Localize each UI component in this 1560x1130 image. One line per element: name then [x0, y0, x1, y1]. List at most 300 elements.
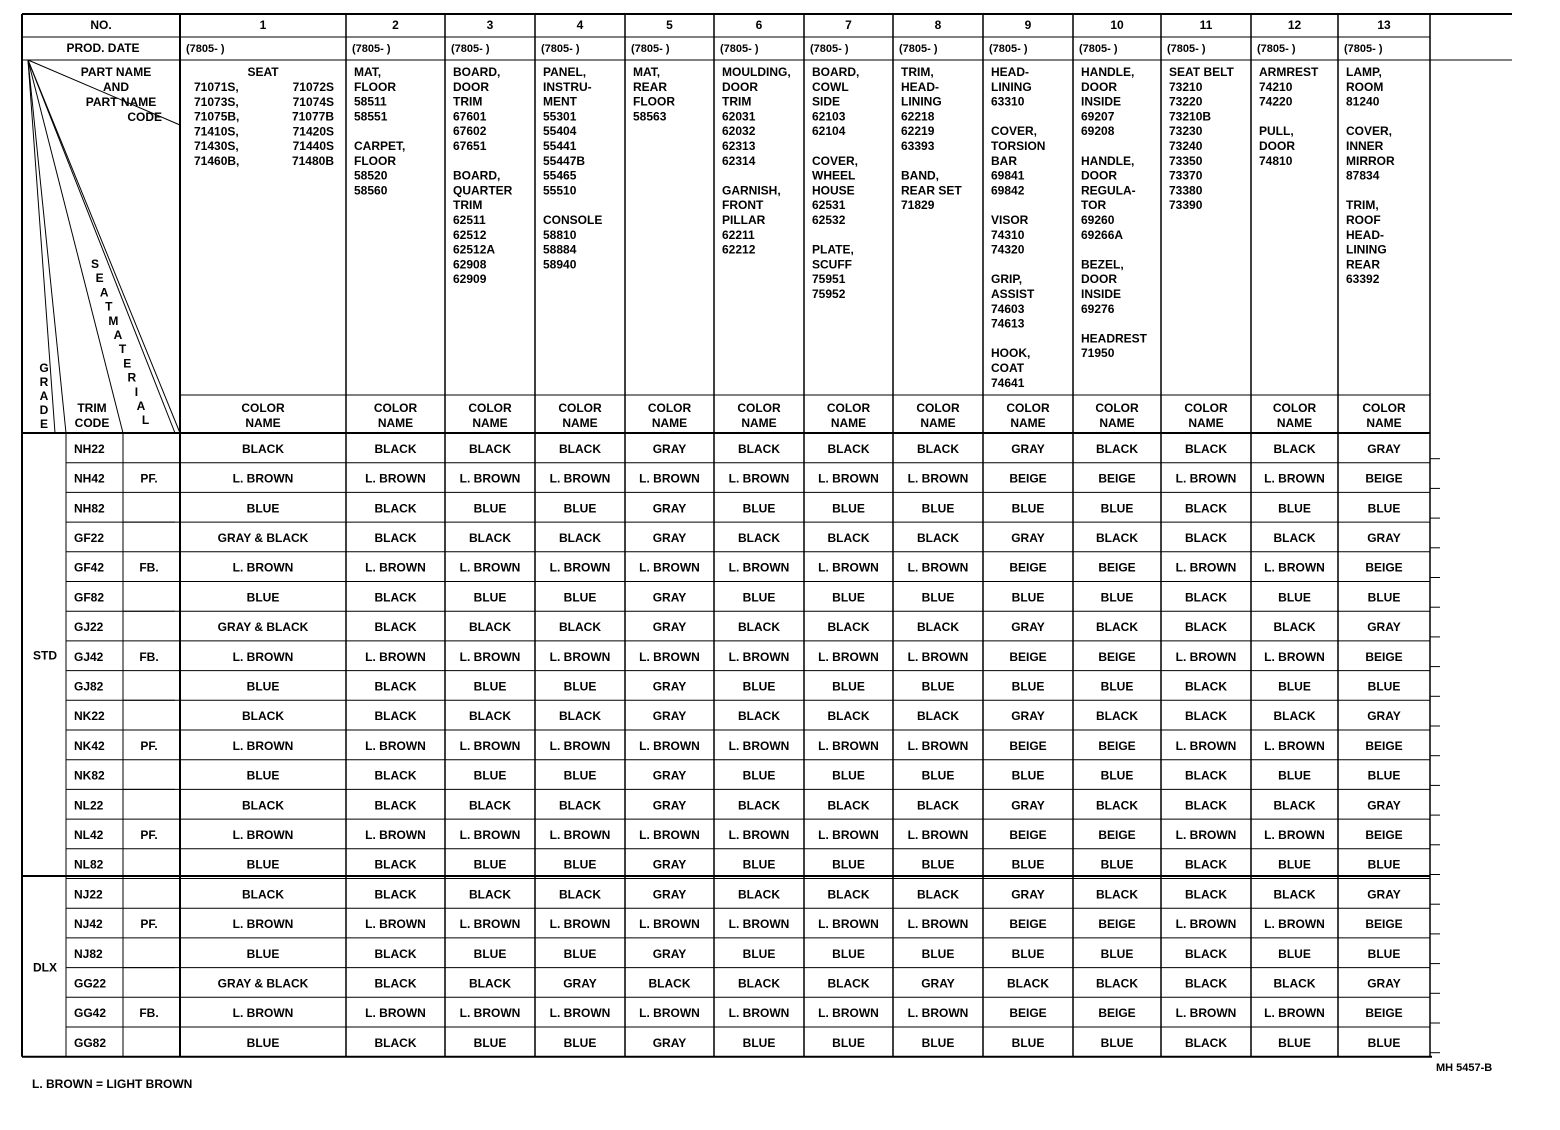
color-cell: L. BROWN [232, 917, 294, 932]
color-cell: BLUE [246, 857, 280, 872]
color-cell: BLACK [648, 976, 691, 991]
color-cell: L. BROWN [1175, 560, 1237, 575]
seat-material: PF. [140, 738, 158, 753]
grade-dlx: DLX [33, 960, 57, 975]
color-cell: L. BROWN [1264, 827, 1325, 842]
color-cell: L. BROWN [639, 738, 700, 753]
color-label: COLOR [558, 401, 602, 415]
color-cell: BLACK [738, 441, 780, 456]
color-label: COLOR [1362, 401, 1406, 415]
color-label: NAME [830, 416, 867, 430]
part-name: BOARD, [453, 168, 501, 183]
color-cell: GRAY [652, 590, 687, 605]
grade-std: STD [33, 648, 57, 663]
part-name: 62313 [722, 139, 756, 153]
trim-code: NH82 [74, 501, 105, 516]
color-cell: BLACK [738, 887, 780, 902]
color-cell: GRAY [1367, 798, 1401, 813]
color-cell: L. BROWN [459, 649, 521, 664]
part-name: 69266A [1081, 227, 1124, 242]
part-name: 73350 [1169, 153, 1203, 168]
color-cell: BLACK [374, 590, 417, 605]
part-name: 74220 [1259, 94, 1293, 109]
column-number: 2 [392, 18, 399, 32]
part-code: 71440S [292, 139, 334, 154]
part-name: LAMP, [1346, 65, 1382, 79]
color-cell: BLACK [738, 798, 780, 813]
color-cell: BLACK [374, 501, 417, 516]
part-name: 58520 [354, 168, 388, 183]
color-cell: BLUE [921, 857, 955, 872]
seat-material-letter: A [136, 399, 146, 413]
color-cell: BLUE [246, 501, 280, 516]
grade-letter: A [39, 389, 49, 403]
color-cell: BLACK [1096, 620, 1138, 635]
part-name: 58551 [354, 109, 388, 124]
seat-material-letter: R [127, 370, 137, 385]
color-cell: BLUE [1100, 590, 1134, 605]
color-cell: BLACK [242, 441, 284, 456]
part-name: 55465 [543, 168, 577, 183]
color-cell: BLACK [1185, 946, 1227, 961]
color-cell: BLUE [1367, 1035, 1401, 1050]
part-name: DOOR [1259, 139, 1295, 153]
color-label: NAME [377, 416, 414, 430]
part-name: BAR [991, 153, 1017, 168]
color-cell: L. BROWN [365, 827, 426, 842]
trim-code: NK22 [74, 709, 105, 724]
color-cell: BLUE [1011, 501, 1045, 516]
color-cell: L. BROWN [639, 649, 700, 664]
part-code: 71072S [292, 80, 334, 94]
seat-material: FB. [139, 560, 159, 575]
color-cell: GRAY [652, 709, 687, 724]
color-cell: BLUE [1011, 768, 1045, 783]
color-cell: BLACK [1185, 1035, 1227, 1050]
prod-date: (7805- ) [1079, 43, 1118, 55]
part-name: 58511 [354, 94, 387, 109]
color-cell: BLUE [742, 857, 776, 872]
color-cell: BEIGE [1098, 738, 1136, 753]
part-name: 75952 [812, 287, 846, 301]
part-code: 71410S, [194, 124, 239, 139]
color-cell: BLUE [1278, 679, 1311, 694]
prod-date: (7805- ) [720, 43, 759, 55]
color-cell: L. BROWN [365, 471, 426, 486]
color-cell: GRAY [652, 798, 687, 813]
color-cell: BLACK [1096, 798, 1138, 813]
color-cell: BEIGE [1365, 827, 1403, 842]
color-cell: BLACK [374, 976, 417, 991]
part-name: WHEEL [812, 168, 856, 183]
color-cell: BLUE [921, 768, 955, 783]
seat-material-letter: L [141, 413, 150, 428]
seat-material: PF. [140, 917, 158, 932]
column-number: 12 [1287, 18, 1302, 32]
color-cell: BLACK [917, 530, 959, 545]
part-name: LINING [901, 94, 942, 109]
trim-code: NH42 [74, 471, 105, 486]
seat-material-letter: S [90, 257, 100, 271]
part-name-label: CODE [127, 110, 162, 124]
color-cell: L. BROWN [728, 917, 790, 932]
color-cell: L. BROWN [549, 738, 611, 753]
color-cell: BLUE [246, 946, 280, 961]
color-cell: L. BROWN [728, 560, 790, 575]
color-cell: BLACK [917, 441, 959, 456]
color-cell: BLACK [1273, 620, 1316, 635]
part-name: GARNISH, [722, 183, 781, 198]
color-cell: BLACK [738, 530, 780, 545]
color-cell: GRAY [1011, 887, 1045, 902]
color-cell: GRAY [1367, 441, 1401, 456]
color-cell: L. BROWN [1175, 738, 1237, 753]
color-cell: BLUE [563, 768, 597, 783]
color-cell: GRAY [1367, 887, 1401, 902]
color-cell: BLACK [559, 709, 601, 724]
trim-code: GF42 [74, 560, 105, 575]
color-cell: BLACK [1185, 501, 1227, 516]
color-cell: L. BROWN [365, 560, 426, 575]
column-number: 5 [666, 18, 673, 32]
color-cell: BLUE [563, 946, 597, 961]
color-cell: L. BROWN [639, 917, 700, 932]
color-cell: L. BROWN [907, 471, 969, 486]
color-cell: BEIGE [1009, 1006, 1047, 1021]
color-cell: BLACK [1273, 976, 1316, 991]
no-label: NO. [90, 18, 112, 32]
color-label: NAME [245, 416, 281, 430]
color-cell: BLUE [1011, 590, 1045, 605]
part-name: 55441 [543, 139, 577, 153]
color-cell: BLACK [827, 709, 870, 724]
color-label: NAME [1099, 416, 1135, 430]
color-cell: BLUE [1011, 679, 1045, 694]
color-cell: BEIGE [1365, 471, 1403, 486]
part-name: 74810 [1259, 153, 1293, 168]
color-cell: L. BROWN [549, 471, 611, 486]
color-cell: BLACK [469, 441, 511, 456]
color-cell: BLUE [246, 768, 280, 783]
color-cell: BLUE [563, 857, 597, 872]
color-cell: BLACK [469, 887, 511, 902]
color-cell: BLUE [1278, 946, 1311, 961]
part-name: HANDLE, [1081, 153, 1135, 168]
part-name: BEZEL, [1081, 257, 1124, 272]
color-cell: GRAY [652, 1035, 687, 1050]
color-label: NAME [651, 416, 688, 430]
color-cell: BEIGE [1365, 738, 1403, 753]
color-cell: L. BROWN [549, 1006, 611, 1021]
part-name: 73240 [1169, 139, 1203, 153]
part-name: 87834 [1346, 168, 1380, 183]
prod-date: (7805- ) [451, 43, 490, 55]
part-name: TOR [1081, 198, 1107, 213]
part-name: REAR [633, 79, 668, 94]
part-code: 71071S, [194, 80, 239, 94]
color-cell: GRAY & BLACK [217, 620, 309, 635]
color-cell: BLACK [469, 709, 511, 724]
color-cell: L. BROWN [459, 1006, 521, 1021]
color-cell: BLACK [374, 946, 417, 961]
color-cell: BLUE [1278, 590, 1311, 605]
color-cell: GRAY [1367, 709, 1401, 724]
seat-material: FB. [139, 649, 159, 664]
part-name: TRIM [453, 94, 483, 109]
part-name: INNER [1346, 139, 1384, 153]
part-name: 71950 [1081, 346, 1115, 361]
color-cell: BLACK [559, 887, 601, 902]
part-name: 69842 [991, 183, 1025, 198]
color-cell: BLUE [921, 1035, 955, 1050]
column-number: 7 [845, 18, 852, 32]
color-cell: GRAY [652, 530, 687, 545]
part-name: 58884 [543, 242, 577, 257]
trim-code: NL42 [74, 827, 104, 842]
part-name: HEAD- [991, 65, 1029, 79]
color-cell: BLACK [1007, 976, 1049, 991]
color-label: NAME [562, 416, 598, 430]
color-cell: L. BROWN [818, 649, 879, 664]
color-cell: GRAY [652, 501, 687, 516]
part-name: MENT [543, 94, 577, 109]
part-name: INSTRU- [543, 79, 592, 94]
part-name: 55447B [543, 153, 586, 168]
column-number: 1 [259, 18, 267, 32]
part-name: 73390 [1169, 198, 1203, 213]
color-cell: L. BROWN [639, 827, 700, 842]
part-name: 71829 [901, 198, 935, 213]
color-cell: BLACK [1185, 976, 1227, 991]
seat-material: PF. [140, 471, 158, 486]
color-cell: BLACK [1185, 530, 1227, 545]
color-cell: BLACK [917, 709, 959, 724]
part-name: INSIDE [1081, 287, 1122, 301]
part-name: TRIM [453, 198, 483, 213]
prod-date-label: PROD. DATE [66, 41, 140, 55]
color-cell: BLUE [742, 946, 776, 961]
part-name: 62314 [722, 153, 756, 168]
color-cell: BLACK [374, 620, 417, 635]
color-cell: L. BROWN [1175, 471, 1237, 486]
color-cell: BLACK [738, 709, 780, 724]
color-cell: L. BROWN [907, 917, 969, 932]
color-cell: L. BROWN [1264, 471, 1325, 486]
color-cell: L. BROWN [639, 471, 700, 486]
color-cell: L. BROWN [818, 917, 879, 932]
trim-code: NL82 [74, 857, 104, 872]
part-code: 71460B, [194, 154, 240, 168]
part-name: 62532 [812, 213, 846, 227]
color-cell: BLUE [473, 857, 507, 872]
column-number: 11 [1199, 18, 1213, 32]
color-cell: BEIGE [1365, 560, 1403, 575]
grade-letter: E [39, 417, 49, 431]
part-name: 62909 [453, 272, 487, 287]
color-cell: BLACK [917, 798, 959, 813]
color-label: NAME [920, 416, 956, 430]
color-cell: BLUE [246, 590, 280, 605]
color-label: COLOR [916, 401, 960, 415]
color-cell: GRAY [1367, 976, 1401, 991]
color-cell: BLACK [374, 798, 417, 813]
color-cell: GRAY [1011, 530, 1045, 545]
color-cell: BLACK [1185, 887, 1227, 902]
column-number: 3 [486, 18, 494, 32]
color-cell: GRAY [652, 620, 687, 635]
color-cell: BLACK [559, 620, 601, 635]
part-name: CONSOLE [543, 213, 603, 227]
color-cell: BLACK [242, 887, 284, 902]
color-cell: L. BROWN [1175, 649, 1237, 664]
color-cell: L. BROWN [907, 649, 969, 664]
color-cell: BLUE [246, 1035, 280, 1050]
prod-date: (7805- ) [1344, 43, 1383, 55]
color-cell: BLACK [374, 768, 417, 783]
color-cell: L. BROWN [728, 1006, 790, 1021]
color-cell: BLACK [1273, 709, 1316, 724]
part-name: 63393 [901, 139, 935, 153]
part-name: 69276 [1081, 301, 1115, 316]
color-cell: L. BROWN [728, 471, 790, 486]
part-code: 71420S [292, 124, 334, 139]
trim-code: NL22 [74, 798, 104, 813]
trim-code: NJ42 [74, 917, 103, 932]
part-name: ASSIST [991, 287, 1035, 301]
part-name: 55404 [543, 124, 577, 139]
part-name: ROOF [1346, 213, 1381, 227]
color-cell: GRAY [1011, 709, 1045, 724]
color-cell: BLACK [559, 530, 601, 545]
color-cell: L. BROWN [1264, 1006, 1325, 1021]
column-number: 13 [1377, 18, 1391, 32]
color-label: NAME [472, 416, 508, 430]
part-name: 62512 [453, 227, 487, 242]
color-cell: BLACK [738, 620, 780, 635]
color-cell: BEIGE [1098, 471, 1136, 486]
color-cell: GRAY [652, 857, 687, 872]
color-cell: GRAY & BLACK [217, 976, 309, 991]
part-name: MIRROR [1346, 153, 1395, 168]
color-cell: BLUE [473, 679, 507, 694]
color-cell: BLUE [832, 590, 865, 605]
color-cell: BLUE [742, 590, 776, 605]
color-cell: BEIGE [1098, 1006, 1136, 1021]
part-name: PLATE, [812, 242, 854, 257]
color-cell: BLUE [563, 679, 597, 694]
color-cell: BLUE [1011, 946, 1045, 961]
part-code: 71480B [291, 154, 334, 168]
color-cell: BLACK [1185, 857, 1227, 872]
part-name: 62212 [722, 242, 756, 257]
color-cell: L. BROWN [728, 827, 790, 842]
color-label: COLOR [1272, 401, 1317, 415]
color-cell: BEIGE [1009, 649, 1047, 664]
prod-date: (7805- ) [989, 43, 1028, 55]
part-name: QUARTER [453, 183, 513, 198]
trim-code-label: CODE [74, 416, 110, 430]
column-number: 4 [576, 18, 584, 32]
color-cell: BLACK [242, 709, 284, 724]
color-cell: BEIGE [1009, 827, 1047, 842]
color-cell: L. BROWN [549, 560, 611, 575]
part-name: 73380 [1169, 183, 1203, 198]
color-cell: BLUE [921, 501, 955, 516]
color-cell: L. BROWN [1264, 738, 1325, 753]
trim-code: GG42 [74, 1006, 107, 1021]
color-cell: BLACK [1185, 798, 1227, 813]
color-cell: L. BROWN [232, 560, 294, 575]
color-cell: BLUE [246, 679, 280, 694]
part-name: 58560 [354, 183, 388, 198]
prod-date: (7805- ) [631, 43, 670, 55]
part-name: 58940 [543, 257, 577, 272]
color-cell: BLUE [1367, 501, 1401, 516]
color-cell: BEIGE [1098, 827, 1136, 842]
part-name: 69208 [1081, 124, 1115, 139]
part-name: COVER, [812, 153, 859, 168]
color-cell: BLUE [473, 768, 507, 783]
color-cell: L. BROWN [365, 738, 426, 753]
color-cell: L. BROWN [365, 917, 426, 932]
color-cell: BLACK [1096, 887, 1138, 902]
seat-material-letter: T [105, 299, 113, 314]
part-name: 63392 [1346, 272, 1380, 287]
color-label: COLOR [468, 401, 512, 415]
color-cell: BLACK [827, 887, 870, 902]
part-name: 62031 [722, 109, 756, 124]
color-cell: BLACK [1273, 441, 1316, 456]
footnote: L. BROWN = LIGHT BROWN [32, 1077, 193, 1091]
prod-date: (7805- ) [186, 43, 225, 55]
trim-code: GG22 [74, 976, 107, 991]
color-cell: BLACK [917, 887, 959, 902]
part-name: 69260 [1081, 213, 1115, 227]
color-cell: L. BROWN [907, 738, 969, 753]
part-name: SIDE [812, 94, 841, 109]
part-name: 73210 [1169, 79, 1203, 94]
color-cell: BLACK [1185, 709, 1227, 724]
part-name: 74613 [991, 316, 1025, 331]
color-cell: BLACK [827, 798, 870, 813]
color-label: NAME [1276, 416, 1313, 430]
part-name: BOARD, [812, 65, 860, 79]
part-name: MAT, [633, 65, 661, 79]
color-cell: BEIGE [1098, 917, 1136, 932]
color-cell: GRAY [1011, 798, 1045, 813]
color-cell: L. BROWN [549, 827, 611, 842]
part-name: 67602 [453, 124, 487, 139]
color-cell: BLUE [1100, 501, 1134, 516]
part-name: FLOOR [354, 153, 396, 168]
part-name-label: PART NAME [80, 65, 152, 79]
part-name-label: AND [103, 80, 129, 94]
part-name: ARMREST [1259, 65, 1319, 79]
color-cell: L. BROWN [728, 738, 790, 753]
color-cell: BLUE [921, 946, 955, 961]
color-cell: L. BROWN [818, 560, 879, 575]
part-name: CARPET, [354, 139, 406, 153]
seat-material-letter: A [99, 285, 109, 300]
part-name: 67601 [453, 109, 487, 124]
color-cell: L. BROWN [1175, 1006, 1237, 1021]
trim-code-label: TRIM [77, 401, 107, 415]
part-name: 69207 [1081, 109, 1115, 124]
part-name: 73220 [1169, 94, 1203, 109]
seat-material-letter: T [118, 342, 127, 357]
color-cell: L. BROWN [818, 1006, 879, 1021]
part-name: 62219 [901, 124, 935, 139]
